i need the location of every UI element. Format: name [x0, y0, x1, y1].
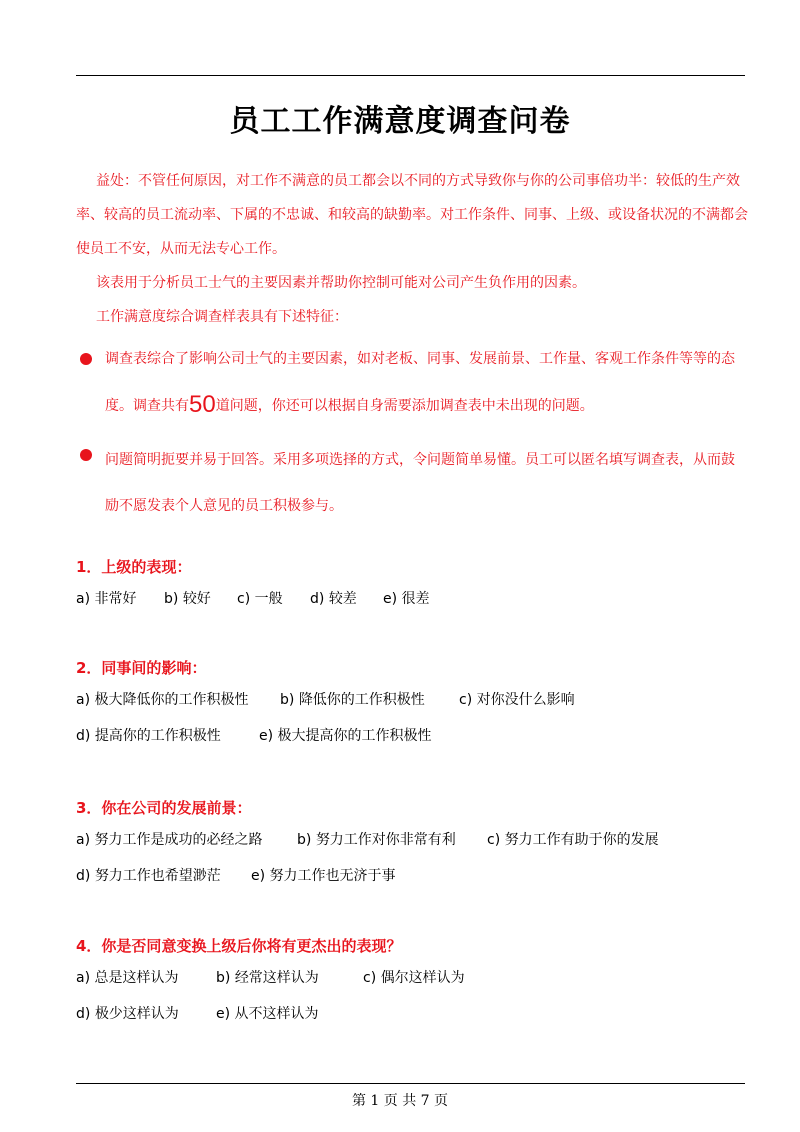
feature-bullet-2 — [76, 437, 748, 529]
option-b[interactable]: b) 较好 — [164, 591, 211, 607]
option-c[interactable]: c) 偶尔这样认为 — [363, 970, 465, 986]
option-a[interactable]: a) 极大降低你的工作积极性 — [76, 692, 249, 708]
option-d[interactable]: d) 极少这样认为 — [76, 1006, 179, 1022]
question-1 — [76, 555, 756, 617]
bullet-1-text — [105, 336, 748, 429]
bullet-2-text: 问题简明扼要并易于回答。采用多项选择的方式，令问题简单易懂。员工可以匿名填写调查表，从而鼓励不愿发表个人意见的员工积极参与。 — [105, 452, 735, 514]
option-a[interactable]: a) 努力工作是成功的必经之路 — [76, 832, 263, 848]
intro-purpose: 该表用于分析员工士气的主要因素并帮助你控制可能对公司产生负作用的因素。 — [96, 275, 586, 291]
option-a[interactable]: a) 非常好 — [76, 591, 137, 607]
page-title: 员工工作满意度调查问卷 — [229, 104, 571, 139]
option-d[interactable]: d) 较差 — [310, 591, 357, 607]
option-a[interactable]: a) 总是这样认为 — [76, 970, 179, 986]
question-heading: 3．你在公司的发展前景： — [76, 799, 252, 817]
bullet-1-part2: 道问题，你还可以根据自身需要添加调查表中未出现的问题。 — [215, 398, 594, 414]
option-e[interactable]: e) 努力工作也无济于事 — [251, 868, 396, 884]
footer-rule — [76, 1083, 745, 1084]
option-d[interactable]: d) 提高你的工作积极性 — [76, 728, 221, 744]
option-row — [76, 996, 756, 1032]
feature-bullet-1 — [76, 336, 748, 428]
intro-features-lead: 工作满意度综合调查样表具有下述特征： — [96, 309, 348, 325]
option-row — [76, 858, 756, 894]
intro-benefit: 益处：不管任何原因，对工作不满意的员工都会以不同的方式导致你与你的公司事倍功半：较低的生产效率、较高的员工流动率、下属的不忠诚、和较高的缺勤率。对工作条件、同事、上级、或设备状况的不满都会使员工不安，从而无法专心工作。 — [76, 173, 748, 257]
question-heading: 1．上级的表现： — [76, 558, 192, 576]
option-c[interactable]: c) 一般 — [237, 591, 283, 607]
bullet-dot-icon — [80, 449, 92, 461]
question-3 — [76, 796, 756, 894]
bullet-1-part1: 调查表综合了影响公司士气的主要因素，如对老板、同事、发展前景、工作量、客观工作条件等等的态度。调查共有 — [105, 351, 735, 414]
question-heading: 2．同事间的影响： — [76, 659, 207, 677]
option-d[interactable]: d) 努力工作也希望渺茫 — [76, 868, 221, 884]
question-count: 50 — [189, 391, 216, 418]
option-row — [76, 960, 756, 996]
option-e[interactable]: e) 从不这样认为 — [216, 1006, 319, 1022]
option-b[interactable]: b) 努力工作对你非常有利 — [297, 832, 456, 848]
option-row — [76, 822, 756, 858]
option-c[interactable]: c) 努力工作有助于你的发展 — [487, 832, 659, 848]
option-row — [76, 581, 756, 617]
option-e[interactable]: e) 极大提高你的工作积极性 — [259, 728, 432, 744]
option-b[interactable]: b) 降低你的工作积极性 — [280, 692, 425, 708]
option-c[interactable]: c) 对你没什么影响 — [459, 692, 575, 708]
bullet-dot-icon — [80, 353, 92, 365]
question-2 — [76, 656, 756, 754]
question-heading: 4．你是否同意变换上级后你将有更杰出的表现？ — [76, 937, 402, 955]
option-e[interactable]: e) 很差 — [383, 591, 430, 607]
option-row — [76, 682, 756, 718]
question-4 — [76, 934, 756, 1032]
intro-section — [76, 164, 748, 334]
option-row — [76, 718, 756, 754]
page-number: 第 1 页 共 7 页 — [351, 1093, 449, 1109]
header-rule — [76, 75, 745, 76]
option-b[interactable]: b) 经常这样认为 — [216, 970, 319, 986]
